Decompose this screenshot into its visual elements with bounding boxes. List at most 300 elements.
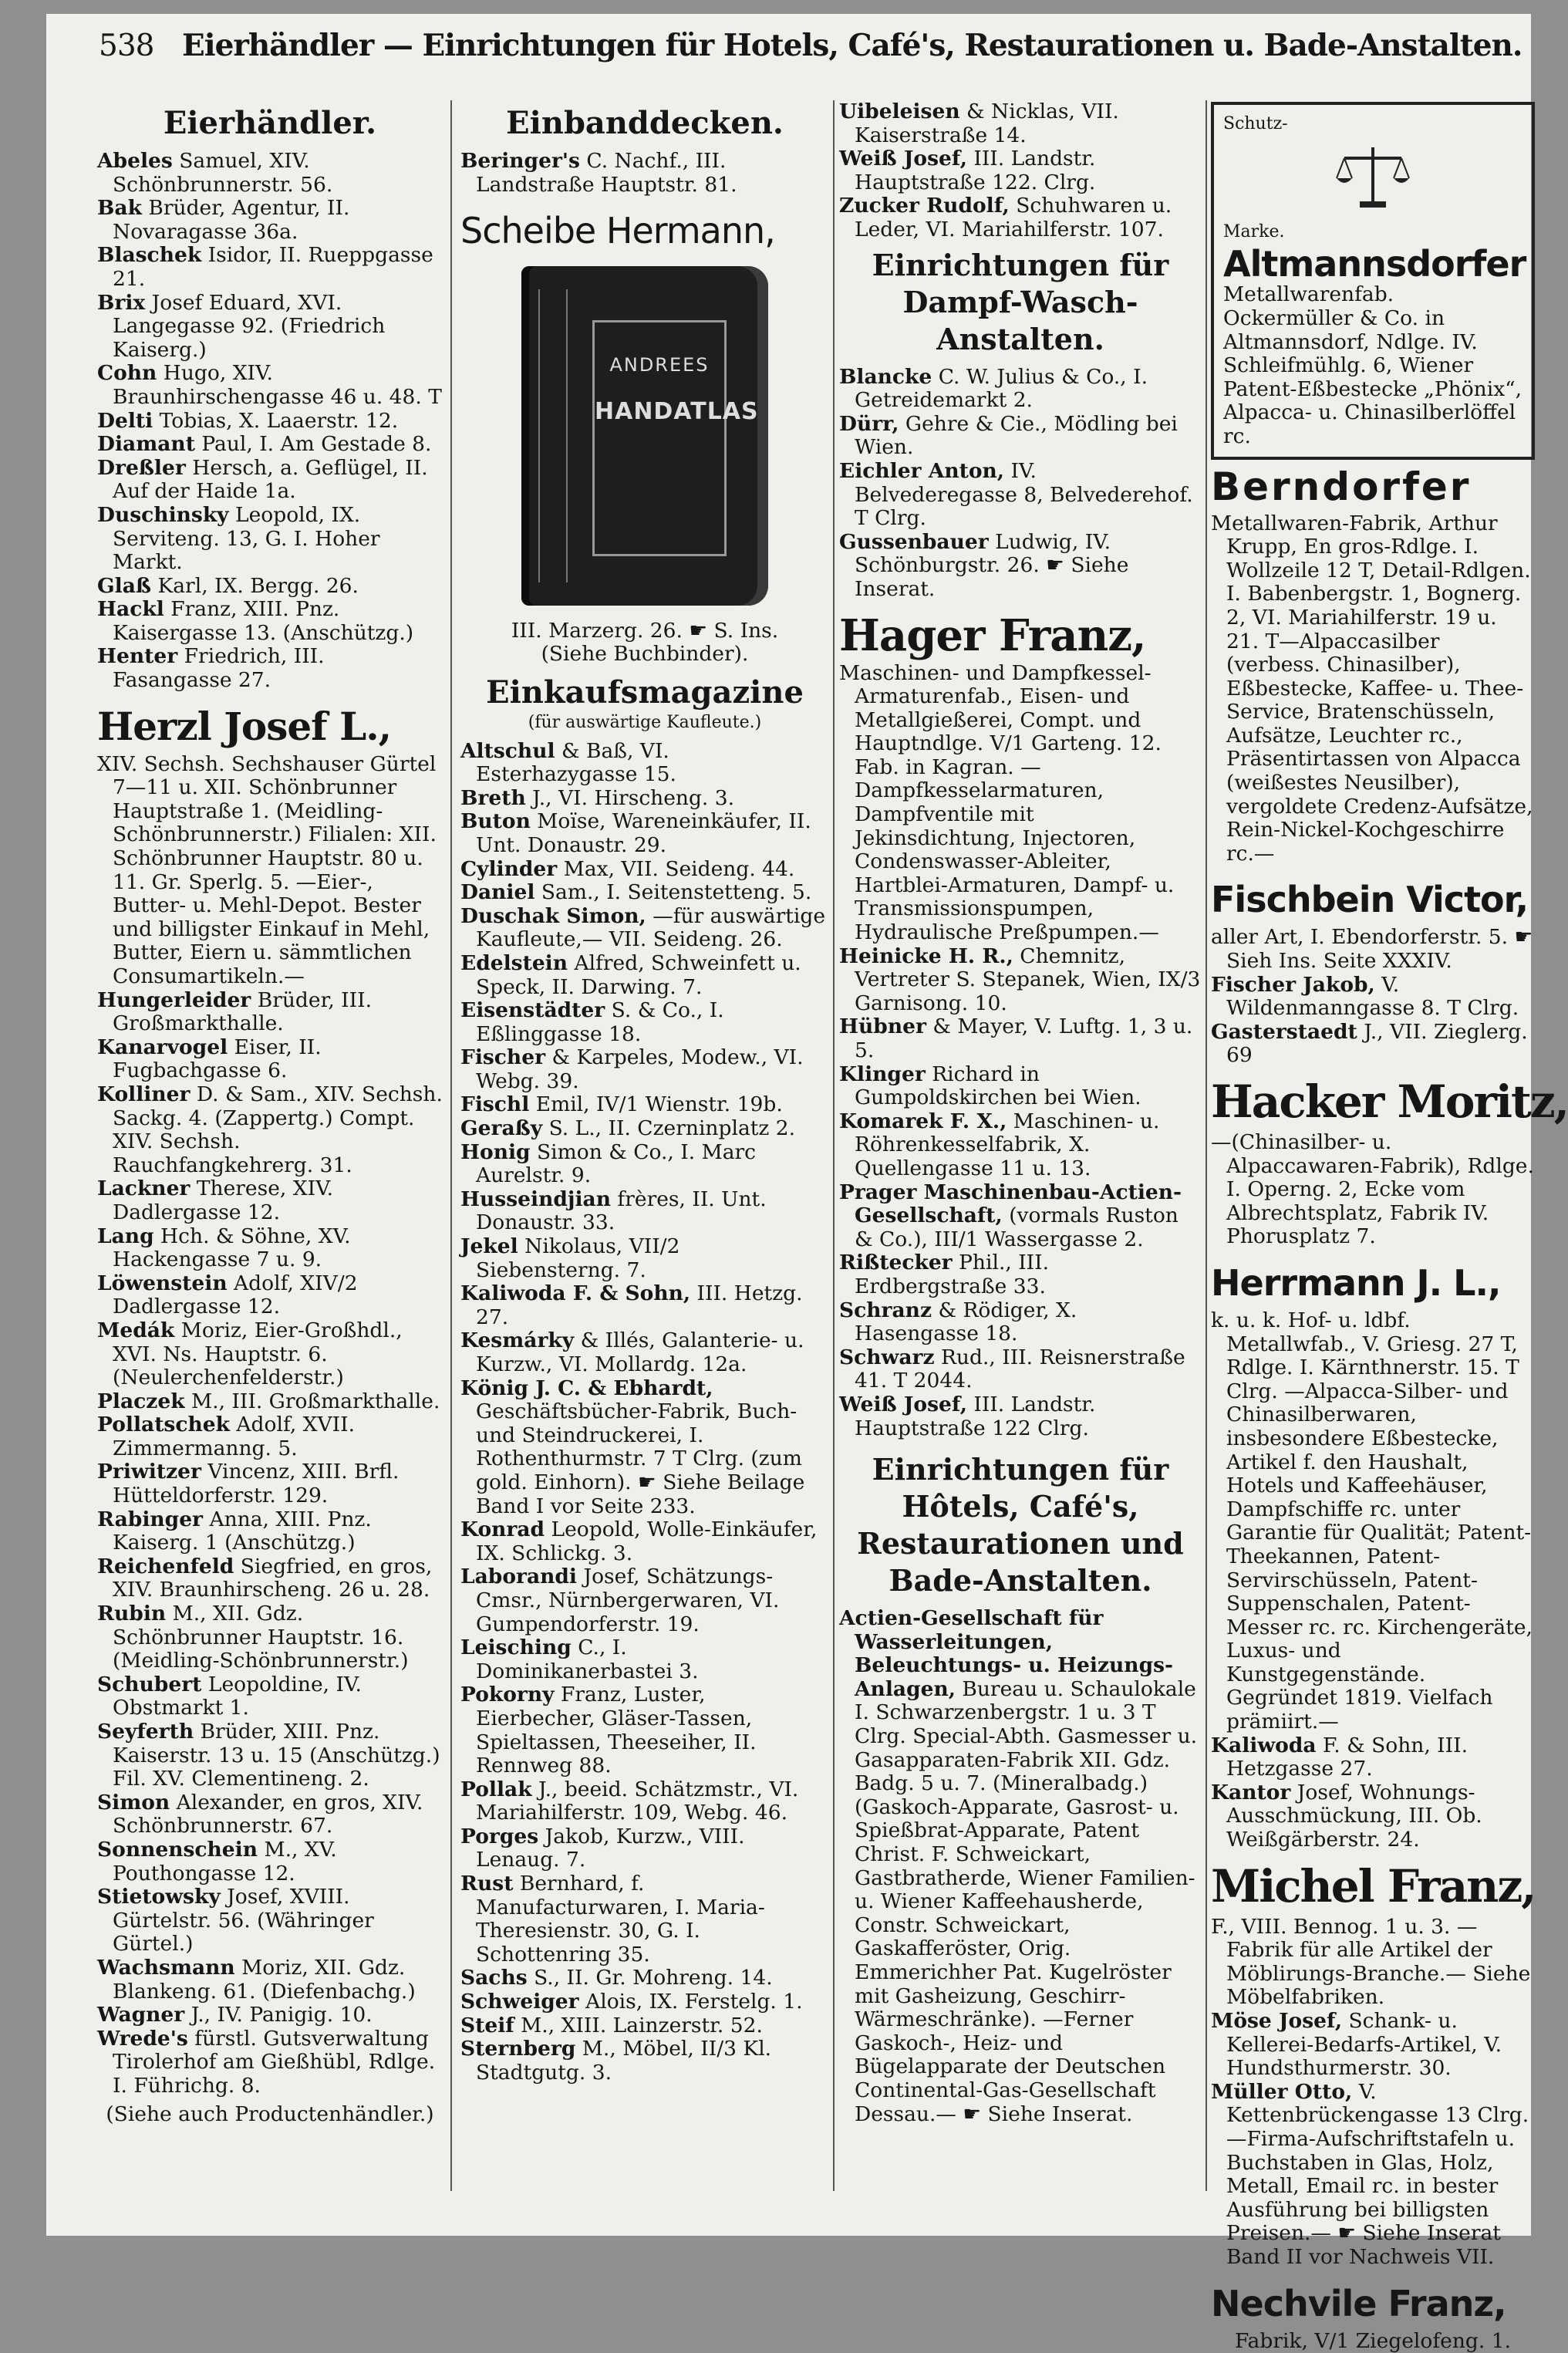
entry-name: Breth — [460, 785, 526, 810]
directory-entry — [460, 740, 829, 787]
directory-entry — [839, 413, 1202, 460]
entry-name: Kaliwoda — [1211, 1733, 1317, 1757]
entry-details: Isidor, II. Rueppgasse 21. — [113, 243, 433, 291]
entry-name: Lang — [97, 1224, 154, 1248]
scale-trademark-icon — [1223, 141, 1522, 217]
entry-details: frères, II. Unt. Donaustr. 33. — [476, 1187, 767, 1235]
directory-entry — [460, 2014, 829, 2038]
entry-list — [1211, 2010, 1535, 2270]
entry-list — [1211, 974, 1535, 1068]
scheibe-advert-name: Scheibe Hermann, — [460, 210, 775, 252]
directory-entry — [460, 1825, 829, 1872]
entry-details: & Illés, Galanterie- u. Kurzw., VI. Mollardg. 12a. — [476, 1328, 804, 1376]
directory-entry — [97, 1555, 443, 1602]
fischbein-advert-name: Fischbein Victor, — [1211, 879, 1529, 921]
entry-details: J., VII. Zieglerg. 69 — [1226, 1019, 1528, 1068]
entry-name: Konrad — [460, 1517, 545, 1542]
entry-details: Siegfried, en gros, XIV. Braunhirscheng. 26 u. 28. — [113, 1554, 433, 1602]
entry-name: Kesmárky — [460, 1328, 575, 1353]
scheibe-address: III. Marzerg. 26. ☛ S. Ins. — [511, 618, 779, 643]
directory-entry — [1211, 1021, 1535, 1068]
entry-name: Löwenstein — [97, 1271, 228, 1295]
directory-entry — [839, 1015, 1202, 1062]
directory-entry — [1211, 1734, 1535, 1781]
hacker-advert-text: —(Chinasilber- u. Alpaccawaren-Fabrik), Rdlge. I. Operng. 2, Ecke vom Albrechtsplatz, Fabrik IV. Phorusplatz 7. — [1211, 1130, 1534, 1249]
entry-list — [1211, 1734, 1535, 1852]
entry-details: Josef, Schätzungs-Cmsr., Nürnbergerwaren, VI. Gumpendorferstr. 19. — [476, 1565, 780, 1636]
hacker-advert-name: Hacker Moritz, — [1211, 1075, 1568, 1128]
entry-details: III. Hetzg. 27. — [476, 1281, 803, 1329]
entry-list — [839, 100, 1202, 242]
hager-advert-name: Hager Franz, — [839, 609, 1146, 661]
entry-details: Adolf, XIV/2 Dadlergasse 12. — [113, 1271, 358, 1319]
entry-name: Pollatschek — [97, 1413, 230, 1437]
directory-entry — [97, 989, 443, 1036]
entry-name: Wagner — [97, 2003, 185, 2027]
directory-entry — [97, 504, 443, 575]
entry-details: Max, VII. Seideng. 44. — [563, 856, 795, 881]
column-rule — [450, 100, 452, 2191]
entry-details: V. Kettenbrückengasse 13 Clrg. —Firma-Aufschriftstafeln u. Buchstaben in Glas, Holz, Metall, Email rc. in bester Ausführung bei billigsten Preisen.— ☛ Siehe Inserat Band II vor Nachweis VII. — [1226, 2079, 1529, 2269]
entry-details: Adolf, XVII. Zimmermanng. 5. — [113, 1413, 356, 1460]
entry-details: Bernhard, f. Manufacturwaren, I. Maria-Theresienstr. 30, G. I. Schottenring 35. — [476, 1872, 765, 1966]
directory-entry — [97, 1602, 443, 1673]
berndorfer-advert-name: Berndorfer — [1211, 464, 1472, 509]
directory-entry — [839, 460, 1202, 531]
column-2 — [460, 100, 829, 2191]
entry-details: Tobias, X. Laaerstr. 12. — [159, 408, 399, 433]
altmannsdorfer-text: Metallwarenfab. Ockermüller & Co. in Altmannsdorf, Ndlge. IV. Schleifmühlg. 6, Wiener Patent-Eßbestecke „Phönix“, Alpacca- u. Chinasilberlöffel rc. — [1223, 282, 1522, 448]
directory-entry — [97, 1413, 443, 1460]
section-heading-hotels: Einrichtungen für Hôtels, Café's, Restaurationen und Bade-Anstalten. — [857, 1452, 1184, 1598]
entry-name: Diamant — [97, 432, 195, 457]
hager-advert-text: Maschinen- und Dampfkessel-Armaturenfab., Eisen- und Metallgießerei, Compt. und Hauptndlge. V/1 Garteng. 12. Fab. in Kagran. —Dampfkesselarmaturen, Dampfventile mit Jekinsdichtung, Injectoren, Condenswasser-Ableiter, Hartblei-Armaturen, Dampf- u. Transmissionspumpen, Hydraulische Preßpumpen.— — [839, 660, 1175, 945]
directory-entry — [1211, 1781, 1535, 1852]
entry-details: Moriz, XII. Gdz. Blankeng. 61. (Diefenbachg.) — [113, 1955, 416, 2004]
directory-entry — [97, 1673, 443, 1720]
entry-name: Actien-Gesellschaft für Wasserleitungen, Beleuchtungs- u. Heizungs-Anlagen, — [839, 1606, 1174, 1701]
entry-name: Sonnenschein — [97, 1837, 258, 1862]
column-rule — [1206, 100, 1207, 2191]
directory-entry — [1211, 2081, 1535, 2270]
herzl-advert-text: XIV. Sechsh. Sechshauser Gürtel 7—11 u. XII. Schönbrunner Hauptstraße 1. (Meidling-Schönbrunnerstr.) Filialen: XII. Schönbrunner Hauptstr. 80 u. 11. Gr. Sperlg. 5. —Eier-, Butter- u. Mehl-Depot. Bester und billigster Einkauf in Mehl, Butter, Eiern u. sämmtlichen Consumartikeln.— — [97, 751, 437, 988]
fischbein-advert-text: aller Art, I. Ebendorferstr. 5. ☛ Sieh Ins. Seite XXXIV. — [1211, 925, 1533, 974]
entry-name: Placzek — [97, 1389, 185, 1413]
directory-entry — [97, 1319, 443, 1390]
section-subheading: (für auswärtige Kaufleute.) — [528, 712, 762, 732]
directory-entry — [460, 1046, 829, 1093]
entry-list — [839, 366, 1202, 602]
entry-name: Beringer's — [460, 149, 580, 173]
entry-details: Josef Eduard, XVI. Langegasse 92. (Friedrich Kaiserg.) — [113, 290, 386, 362]
entry-name: Hungerleider — [97, 987, 251, 1012]
entry-name: Cylinder — [460, 856, 558, 881]
directory-entry — [97, 1460, 443, 1507]
directory-entry — [97, 1036, 443, 1083]
entry-name: Komarek F. X., — [839, 1109, 1007, 1133]
directory-entry — [97, 1956, 443, 2004]
entry-name: Hübner — [839, 1014, 926, 1039]
directory-entry — [460, 1093, 829, 1117]
page-header — [99, 28, 1522, 89]
running-title: Eierhändler — Einrichtungen für Hotels, Café's, Restaurationen u. Bade-Anstalten. — [182, 28, 1522, 63]
entry-details: M., XII. Gdz. Schönbrunner Hauptstr. 16. (Meidling-Schönbrunnerstr.) — [113, 1602, 409, 1673]
trademark-label: Marke. — [1223, 222, 1285, 242]
entry-details: III. Landstr. Hauptstraße 122. Clrg. — [855, 147, 1096, 194]
entry-name: Fischer Jakob, — [1211, 972, 1375, 997]
book-subtitle: HANDATLAS — [595, 397, 759, 425]
entry-name: Schweiger — [460, 1990, 579, 2014]
directory-entry — [97, 1508, 443, 1555]
directory-entry — [97, 2004, 443, 2027]
entry-name: Pollak — [460, 1777, 532, 1801]
entry-name: Porges — [460, 1824, 539, 1848]
directory-entry — [460, 952, 829, 999]
entry-details: & Rödiger, X. Hasengasse 18. — [855, 1298, 1077, 1346]
entry-details: Moïse, Wareneinkäufer, II. Unt. Donaustr. 29. — [476, 809, 811, 857]
entry-name: Rißtecker — [839, 1251, 953, 1275]
entry-details: M., III. Großmarkthalle. — [191, 1389, 440, 1413]
directory-entry — [839, 1251, 1202, 1298]
entry-details: Simon & Co., I. Marc Aurelstr. 9. — [476, 1139, 757, 1188]
entry-name: Stietowsky — [97, 1885, 221, 1909]
entry-name: Sachs — [460, 1966, 528, 1990]
directory-entry — [97, 1083, 443, 1177]
section-heading-dampf-wasch: Einrichtungen für Dampf-Wasch-Anstalten. — [872, 247, 1169, 356]
entry-name: Priwitzer — [97, 1460, 201, 1484]
directory-entry — [460, 858, 829, 882]
entry-details: J., VI. Hirscheng. 3. — [532, 785, 735, 810]
directory-entry — [460, 881, 829, 905]
directory-entry — [460, 999, 829, 1046]
page-number: 538 — [99, 29, 154, 63]
entry-details: Nikolaus, VII/2 Siebensterng. 7. — [476, 1234, 680, 1282]
entry-name: Eisenstädter — [460, 998, 605, 1023]
entry-details: Chemnitz, Vertreter S. Stepanek, Wien, IX/3 Garnisong. 10. — [855, 944, 1201, 1015]
entry-details: D. & Sam., XIV. Sechsh. Sackg. 4. (Zappertg.) Compt. XIV. Sechsh. Rauchfangkehrerg. 31. — [113, 1082, 443, 1177]
entry-name: Kolliner — [97, 1082, 191, 1106]
directory-entry — [97, 1225, 443, 1272]
entry-name: Abeles — [97, 149, 173, 173]
entry-name: Glaß — [97, 573, 152, 598]
entry-details: V. Wildenmanngasse 8. T Clrg. — [1226, 972, 1519, 1021]
entry-details: Franz, Luster, Eierbecher, Gläser-Tassen, Spieltassen, Theeseiher, II. Rennweg 88. — [476, 1683, 757, 1778]
entry-name: Honig — [460, 1139, 531, 1164]
entry-details: Maschinen- u. Röhrenkesselfabrik, X. Quellengasse 11 u. 13. — [855, 1109, 1160, 1180]
entry-details: Bureau u. Schaulokale I. Schwarzenbergstr. 1 u. 3 T Clrg. Special-Abth. Gasmesser u. Gasapparaten-Fabrik XII. Gdz. Badg. 5 u. 7. (Mineralbadg.) (Gaskoch-Apparate, Gasrost- u. Spießbrat-Apparate, Patent Christ. F. Schweickart, Gastbratherde, Wiener Familien- u. Wiener Kaffeehausherde, Constr. Schweickart, Gaskafferöster, Orig. Emmerichher Pat. Kugelröster mit Gasheizung, Geschirr-Wärmeschränke). —Ferner Gaskoch-, Heiz- und Bügelapparate der Deutschen Continental-Gas-Gesellschaft Dessau.— ☛ Siehe Inserat. — [855, 1676, 1198, 2126]
directory-entry — [839, 1346, 1202, 1393]
directory-entry — [97, 433, 443, 457]
directory-entry — [460, 1117, 829, 1141]
directory-entry — [460, 1778, 829, 1825]
entry-name: Medák — [97, 1318, 175, 1342]
entry-name: Kaliwoda F. & Sohn, — [460, 1281, 691, 1306]
entry-name: Klinger — [839, 1062, 926, 1086]
directory-entry — [460, 1872, 829, 1966]
entry-name: Steif — [460, 2013, 514, 2037]
entry-details: Leopold, IX. Serviteng. 13, G. I. Hoher Markt. — [113, 502, 380, 575]
entry-name: Lackner — [97, 1176, 191, 1201]
entry-details: & Nicklas, VII. Kaiserstraße 14. — [855, 100, 1119, 147]
entry-name: Brix — [97, 290, 146, 315]
directory-entry — [97, 598, 443, 645]
entry-details: Friedrich, III. Fasangasse 27. — [113, 644, 325, 693]
atlas-book-illustration — [460, 266, 829, 612]
directory-entry — [839, 1299, 1202, 1346]
entry-name: Schwarz — [839, 1345, 935, 1369]
directory-entry — [839, 194, 1202, 241]
entry-details: Hugo, XIV. Braunhirschengasse 46 u. 48. T — [113, 361, 442, 409]
entry-details: Vincenz, XIII. Brfl. Hütteldorferstr. 129. — [113, 1460, 400, 1508]
directory-entry — [1211, 974, 1535, 1021]
entry-details: M., XV. Pouthongasse 12. — [113, 1837, 337, 1885]
directory-entry — [97, 244, 443, 291]
entry-details: J., IV. Panigig. 10. — [191, 2003, 373, 2027]
michel-advert-name: Michel Franz, — [1211, 1859, 1536, 1912]
entry-name: Dürr, — [839, 411, 899, 436]
entry-name: Edelstein — [460, 950, 568, 975]
entry-name: Blaschek — [97, 243, 202, 268]
entry-name: Uibeleisen — [839, 100, 960, 123]
entry-name: Fischl — [460, 1092, 530, 1117]
entry-name: Jekel — [460, 1234, 518, 1259]
altmannsdorfer-brand: Altmannsdorfer — [1223, 242, 1526, 285]
entry-name: Gasterstaedt — [1211, 1019, 1357, 1044]
directory-page — [46, 14, 1568, 2353]
entry-name: Reichenfeld — [97, 1554, 234, 1578]
entry-details: F. & Sohn, III. Hetzgasse 27. — [1226, 1733, 1469, 1781]
entry-name: Seyferth — [97, 1720, 194, 1744]
column-rule — [833, 100, 835, 2191]
directory-entry — [460, 1329, 829, 1376]
entry-list — [460, 150, 829, 197]
entry-name: Husseindjian — [460, 1187, 611, 1211]
entry-name: Buton — [460, 809, 531, 834]
entry-name: Duschinsky — [97, 502, 229, 527]
entry-details: Karl, IX. Bergg. 26. — [157, 573, 359, 598]
entry-details: C. W. Julius & Co., I. Getreidemarkt 2. — [855, 364, 1148, 413]
directory-entry — [839, 1393, 1202, 1440]
entry-name: Rabinger — [97, 1507, 204, 1531]
michel-advert-text: F., VIII. Bennog. 1 u. 3. —Fabrik für alle Artikel der Möblirungs-Branche.— Siehe Möbelfabriken. — [1211, 1914, 1531, 2010]
directory-entry — [460, 1518, 829, 1565]
entry-details: Alois, IX. Ferstelg. 1. — [585, 1990, 803, 2014]
scheibe-note: (Siehe Buchbinder). — [541, 642, 749, 667]
entry-details: Rud., III. Reisnerstraße 41. T 2044. — [855, 1345, 1185, 1393]
entry-details: Josef, Wohnungs-Ausschmückung, III. Ob. Weißgärberstr. 24. — [1226, 1780, 1482, 1852]
entry-name: Weiß Josef, — [839, 1392, 967, 1416]
directory-entry — [460, 1141, 829, 1188]
section-heading-einkaufsmagazine: Einkaufsmagazine — [486, 673, 804, 711]
entry-name: Prager Maschinenbau-Actien-Gesellschaft, — [839, 1180, 1182, 1228]
entry-name: König J. C. & Ebhardt, — [460, 1376, 713, 1400]
column-1 — [97, 100, 443, 2191]
entry-details: Jakob, Kurzw., VIII. Lenaug. 7. — [476, 1824, 745, 1872]
entry-name: Duschak Simon, — [460, 903, 646, 928]
entry-details: Alfred, Schweinfett u. Speck, II. Darwing. 7. — [476, 950, 801, 999]
directory-entry — [460, 1683, 829, 1777]
directory-entry — [839, 1063, 1202, 1110]
column-4 — [1211, 100, 1568, 2353]
nechvile-advert-text: Fabrik, V/1 Ziegelofeng. 1. — [1234, 2328, 1512, 2353]
entry-name: Müller Otto, — [1211, 2079, 1353, 2104]
entry-name: Möse Josef, — [1211, 2009, 1343, 2033]
entry-details: III. Landstr. Hauptstraße 122 Clrg. — [855, 1392, 1096, 1440]
entry-details: Ludwig, IV. Schönburgstr. 26. ☛ Siehe Inserat. — [855, 529, 1129, 601]
entry-name: Rubin — [97, 1602, 167, 1626]
entry-name: Wrede's — [97, 2026, 188, 2051]
directory-entry — [97, 362, 443, 409]
entry-details: Moriz, Eier-Großhdl., XVI. Ns. Hauptstr. 6. (Neulerchenfelderstr.) — [113, 1318, 403, 1390]
directory-entry — [97, 645, 443, 692]
entry-name: Weiß Josef, — [839, 147, 967, 171]
berndorfer-advert-text: Metallwaren-Fabrik, Arthur Krupp, En gros-Rdlge. I. Wollzeile 12 T, Detail-Rdlgen. I. Babenbergstr. 1, Bognerg. 2, VI. Mariahilferstr. 19 u. 21. T—Alpaccasilber (verbess. Chinasilber), Eßbestecke, Kaffee- u. Thee-Service, Bratenschüsseln, Aufsätze, Leuchter rc., Präsentirtassen von Alpacca (weißestes Neusilber), vergoldete Credenz-Aufsätze, Rein-Nickel-Kochgeschirre rc.— — [1211, 511, 1533, 866]
entry-name: Cohn — [97, 361, 157, 386]
altmannsdorfer-advert — [1211, 102, 1535, 460]
entry-name: Heinicke H. R., — [839, 944, 1013, 968]
entry-details: C. Nachf., III. Landstraße Hauptstr. 81. — [476, 149, 737, 197]
entry-details: S., II. Gr. Mohreng. 14. — [534, 1966, 773, 1990]
entry-name: Sternberg — [460, 2037, 576, 2061]
entry-name: Fischer — [460, 1045, 546, 1070]
entry-details: M., Möbel, II/3 Kl. Stadtgutg. 3. — [476, 2037, 772, 2085]
directory-entry — [97, 1791, 443, 1838]
nechvile-advert-name: Nechvile Franz, — [1211, 2282, 1506, 2324]
entry-list — [839, 945, 1202, 1440]
entry-details: Gehre & Cie., Mödling bei Wien. — [855, 411, 1178, 460]
directory-entry — [97, 1885, 443, 1956]
entry-details: Hersch, a. Geflügel, II. Auf der Haide 1a. — [113, 455, 428, 504]
entry-name: Daniel — [460, 880, 535, 905]
entry-details: Franz, XIII. Pnz. Kaisergasse 13. (Anschützg.) — [113, 597, 414, 645]
book-cover-plate — [592, 320, 759, 556]
directory-entry — [839, 1607, 1202, 2126]
entry-details: Sam., I. Seitenstetteng. 5. — [541, 880, 812, 905]
entry-details: Phil., III. Erdbergstraße 33. — [855, 1251, 1050, 1298]
entry-details: Brüder, III. Großmarkthalle. — [113, 987, 373, 1036]
directory-entry — [839, 1110, 1202, 1181]
directory-entry — [839, 1181, 1202, 1252]
directory-entry — [460, 150, 829, 197]
directory-entry — [97, 1720, 443, 1791]
directory-entry — [460, 1188, 829, 1235]
entry-name: Altschul — [460, 738, 555, 763]
entry-details: & Baß, VI. Esterhazygasse 15. — [476, 738, 676, 787]
directory-entry — [97, 1177, 443, 1224]
entry-name: Blancke — [839, 364, 932, 389]
herrmann-advert-text: k. u. k. Hof- u. ldbf. Metallwfab., V. Griesg. 27 T, Rdlge. I. Kärnthnerstr. 15. T Clrg. —Alpacca-Silber- und Chinasilberwaren, insbesondere Eßbestecke, Artikel f. den Haushalt, Hotels und Kaffeehäuser, Dampfschiffe rc. unter Garantie für Qualität; Patent-Theekannen, Patent-Servirschüsseln, Patent-Suppenschalen, Patent-Messer rc. rc. Kirchengeräte, Luxus- und Kunstgegenstände. Gegründet 1819. Vielfach prämiirt.— — [1211, 1308, 1533, 1734]
herzl-advert-name: Herzl Josef L., — [97, 703, 392, 749]
entry-details: Schuhwaren u. Leder, VI. Mariahilferstr. 107. — [855, 194, 1172, 241]
entry-name: Laborandi — [460, 1565, 578, 1589]
entry-details: Brüder, XIII. Pnz. Kaiserstr. 13 u. 15 (Anschützg.) Fil. XV. Clementineng. 2. — [113, 1720, 440, 1791]
section-heading-einbanddecken: Einbanddecken. — [506, 105, 784, 141]
entry-details: Eiser, II. Fugbachgasse 6. — [113, 1035, 322, 1083]
directory-entry — [460, 810, 829, 857]
directory-entry — [97, 150, 443, 197]
entry-details: Alexander, en gros, XIV. Schönbrunnerstr. 67. — [113, 1790, 423, 1838]
entry-details: & Karpeles, Modew., VI. Webg. 39. — [476, 1045, 804, 1093]
section-heading-eierhaendler: Eierhändler. — [163, 105, 377, 141]
directory-entry — [460, 1636, 829, 1683]
herrmann-advert-name: Herrmann J. L., — [1211, 1261, 1501, 1304]
entry-details: IV. Belvederegasse 8, Belvederehof. T Clrg. — [855, 458, 1193, 531]
directory-entry — [839, 366, 1202, 413]
entry-name: Dreßler — [97, 455, 186, 480]
entry-name: Leisching — [460, 1636, 572, 1660]
column-3 — [839, 100, 1202, 2191]
entry-details: Leopold, Wolle-Einkäufer, IX. Schlickg. 3. — [476, 1517, 818, 1565]
directory-entry — [839, 531, 1202, 602]
directory-entry — [460, 1282, 829, 1329]
entry-list — [97, 989, 443, 2098]
directory-entry — [460, 1565, 829, 1636]
entry-details: Brüder, Agentur, II. Novaragasse 36a. — [113, 196, 350, 244]
entry-details: Emil, IV/1 Wienstr. 19b. — [535, 1092, 783, 1117]
entry-details: Samuel, XIV. Schönbrunnerstr. 56. — [113, 149, 333, 197]
trademark-label: Schutz- — [1223, 114, 1288, 133]
book-title: ANDREES — [609, 354, 710, 376]
directory-entry — [97, 197, 443, 244]
directory-entry — [97, 292, 443, 363]
directory-entry — [1211, 2010, 1535, 2081]
directory-entry — [460, 1377, 829, 1519]
entry-details: M., XIII. Lainzerstr. 52. — [521, 2013, 763, 2037]
entry-details: & Mayer, V. Luftg. 1, 3 u. 5. — [855, 1014, 1193, 1062]
directory-entry — [839, 945, 1202, 1016]
entry-list — [839, 1607, 1202, 2126]
entry-name: Simon — [97, 1790, 170, 1815]
entry-name: Pokorny — [460, 1683, 555, 1707]
entry-details: Therese, XIV. Dadlergasse 12. — [113, 1176, 333, 1224]
entry-name: Schranz — [839, 1298, 932, 1322]
entry-name: Kantor — [1211, 1780, 1291, 1804]
directory-entry — [97, 410, 443, 434]
directory-entry — [97, 575, 443, 599]
entry-list — [460, 740, 829, 2085]
entry-name: Delti — [97, 408, 153, 433]
entry-details: (vormals Ruston & Co.), III/1 Wassergasse 2. — [855, 1204, 1179, 1251]
entry-details: Schank- u. Kellerei-Bedarfs-Artikel, V. Hundsthurmerstr. 30. — [1226, 2009, 1502, 2081]
directory-entry — [97, 457, 443, 504]
directory-entry — [97, 1390, 443, 1414]
entry-name: Bak — [97, 196, 142, 221]
directory-entry — [460, 1990, 829, 2014]
directory-entry — [460, 1235, 829, 1282]
entry-name: Kanarvogel — [97, 1035, 228, 1059]
book-image — [521, 266, 768, 606]
entry-name: Gussenbauer — [839, 529, 989, 554]
entry-details: J., beeid. Schätzmstr., VI. Mariahilferstr. 109, Webg. 46. — [476, 1777, 799, 1825]
entry-details: —für auswärtige Kaufleute,— VII. Seideng. 26. — [476, 903, 826, 952]
book-spine — [538, 289, 568, 582]
directory-entry — [97, 2027, 443, 2098]
entry-details: Hch. & Söhne, XV. Hackengasse 7 u. 9. — [113, 1224, 351, 1272]
entry-details: Leopoldine, IV. Obstmarkt 1. — [113, 1672, 362, 1720]
entry-list — [97, 150, 443, 693]
directory-entry — [97, 1838, 443, 1885]
entry-details: S. & Co., I. Eßlinggasse 18. — [476, 998, 724, 1046]
entry-name: Schubert — [97, 1672, 202, 1696]
cross-reference: (Siehe auch Productenhändler.) — [106, 2101, 434, 2126]
directory-entry — [460, 905, 829, 952]
directory-entry — [839, 147, 1202, 194]
entry-name: Geraßy — [460, 1116, 543, 1141]
entry-name: Rust — [460, 1872, 514, 1896]
entry-name: Henter — [97, 644, 178, 669]
entry-name: Hackl — [97, 597, 164, 622]
entry-name: Wachsmann — [97, 1955, 235, 1980]
